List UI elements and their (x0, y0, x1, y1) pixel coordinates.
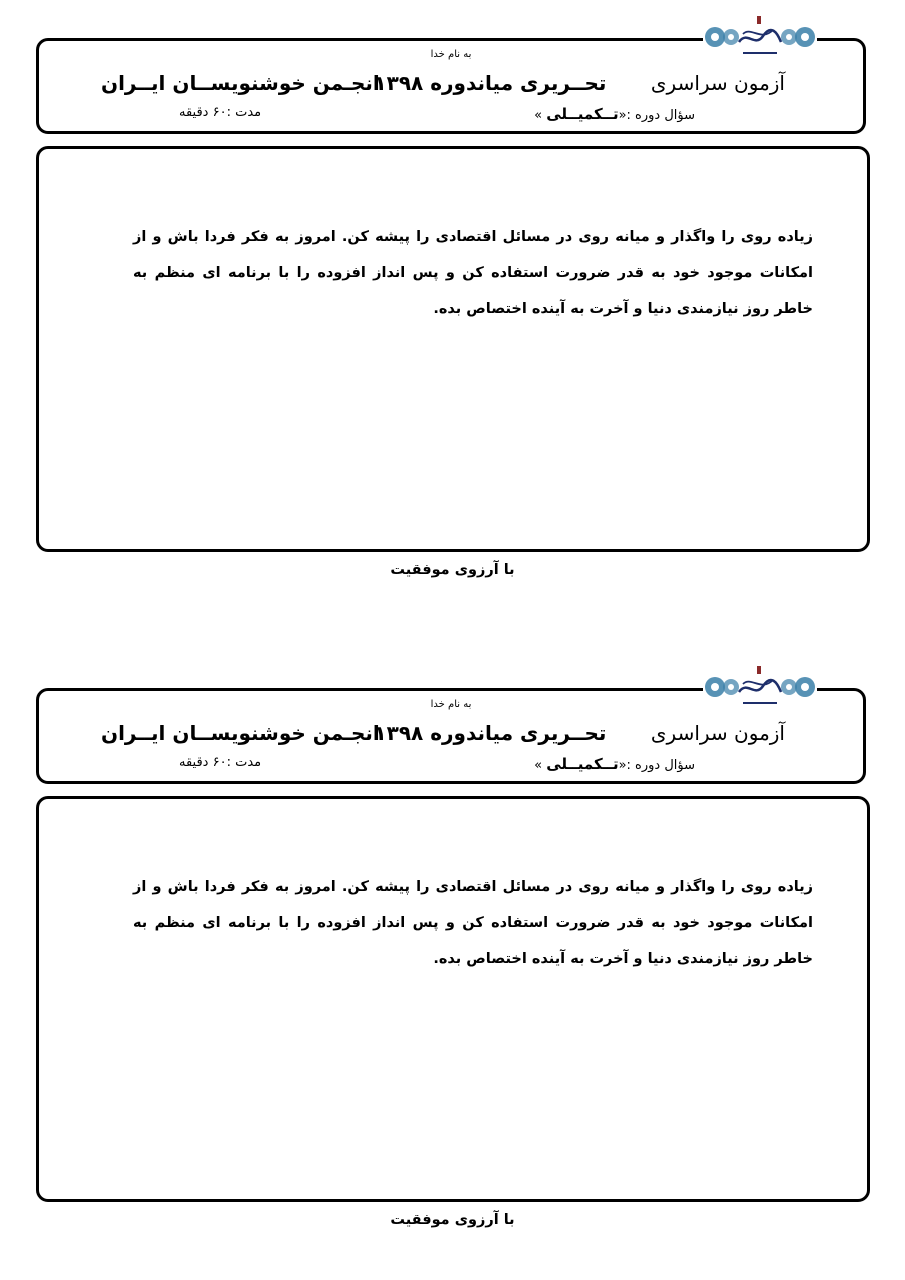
exam-title-light: آزمون سراسری (650, 71, 785, 95)
bismillah-text: به نام خدا (430, 49, 472, 60)
association-logo-icon (703, 662, 817, 712)
course-suffix: » (534, 108, 543, 123)
exam-title-bold: تحــریری میاندوره ۱۳۹۸ (374, 71, 607, 95)
closing-wish: با آرزوی موفقیت (390, 1212, 515, 1228)
exam-duration: مدت :۶۰ دقیقه (179, 105, 262, 120)
exam-title (374, 71, 785, 95)
question-box (36, 796, 870, 1202)
closing-wish: با آرزوی موفقیت (390, 562, 515, 578)
exam-sheet (0, 0, 905, 600)
exam-title-bold: تحــریری میاندوره ۱۳۹۸ (374, 721, 607, 745)
exam-title-light: آزمون سراسری (650, 721, 785, 745)
course-name: تــکمیــلی (546, 755, 619, 773)
exam-duration: مدت :۶۰ دقیقه (179, 755, 262, 770)
organization-name: انجـمن خوشنویســان ایــران (101, 721, 380, 745)
course-name: تــکمیــلی (546, 105, 619, 123)
question-text: زیاده روی را واگذار و میانه روی در مسائل اقتصادی را پیشه کن. امروز به فکر فردا باش و از امکانات موجود خود به قدر ضرورت استفاده کن و پس انداز افزوده را با برنامه ای منظم به خاطر روز نیازمندی دنیا و آخرت به آینده اختصاص بده. (133, 229, 813, 317)
exam-title (374, 721, 785, 745)
organization-name: انجـمن خوشنویســان ایــران (101, 71, 380, 95)
association-logo-icon (703, 12, 817, 62)
exam-sheet (0, 650, 905, 1250)
question-box (36, 146, 870, 552)
course-prefix: سؤال دوره :« (618, 108, 695, 123)
course-line (534, 105, 695, 123)
course-suffix: » (534, 758, 543, 773)
course-prefix: سؤال دوره :« (618, 758, 695, 773)
bismillah-text: به نام خدا (430, 699, 472, 710)
course-line (534, 755, 695, 773)
question-text: زیاده روی را واگذار و میانه روی در مسائل اقتصادی را پیشه کن. امروز به فکر فردا باش و از امکانات موجود خود به قدر ضرورت استفاده کن و پس انداز افزوده را با برنامه ای منظم به خاطر روز نیازمندی دنیا و آخرت به آینده اختصاص بده. (133, 879, 813, 967)
